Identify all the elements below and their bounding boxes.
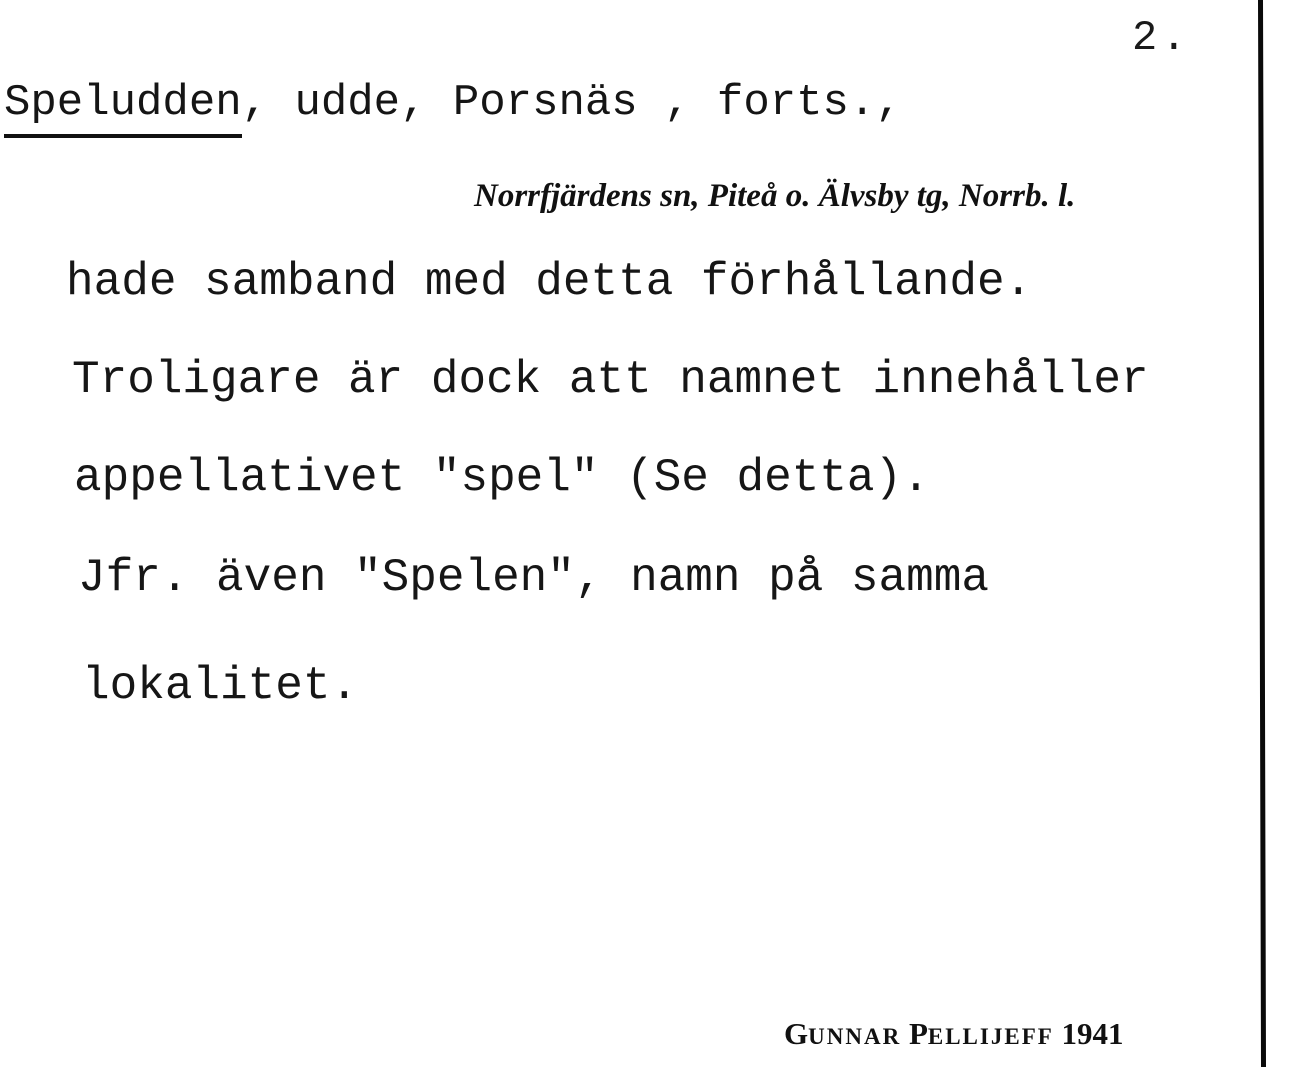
signature-first-rest: UNNAR [808, 1024, 902, 1049]
card-number: 2. [1132, 14, 1191, 62]
heading-line [4, 78, 902, 138]
heading-description: , udde, Porsnäs , forts., [241, 78, 902, 128]
body-line: hade samband med detta förhållande. [66, 256, 1033, 308]
signature-last-initial: P [908, 1016, 928, 1051]
headword: Speludden [4, 78, 242, 138]
card-edge-line-graphic [1256, 0, 1266, 1067]
signature [784, 1016, 1124, 1052]
body-line: Troligare är dock att namnet innehåller [72, 354, 1149, 406]
card-edge-line [1256, 0, 1266, 1067]
signature-last-rest: ELLIJEFF [927, 1024, 1054, 1049]
parish-line: Norrfjärdens sn, Piteå o. Älvsby tg, Norrb. l. [474, 178, 1076, 214]
signature-first-initial: G [784, 1016, 809, 1051]
body-line: Jfr. även "Spelen", namn på samma [78, 552, 989, 604]
body-line: lokalitet. [82, 660, 359, 712]
body-line: appellativet "spel" (Se detta). [74, 452, 930, 504]
signature-year: 1941 [1061, 1016, 1124, 1051]
